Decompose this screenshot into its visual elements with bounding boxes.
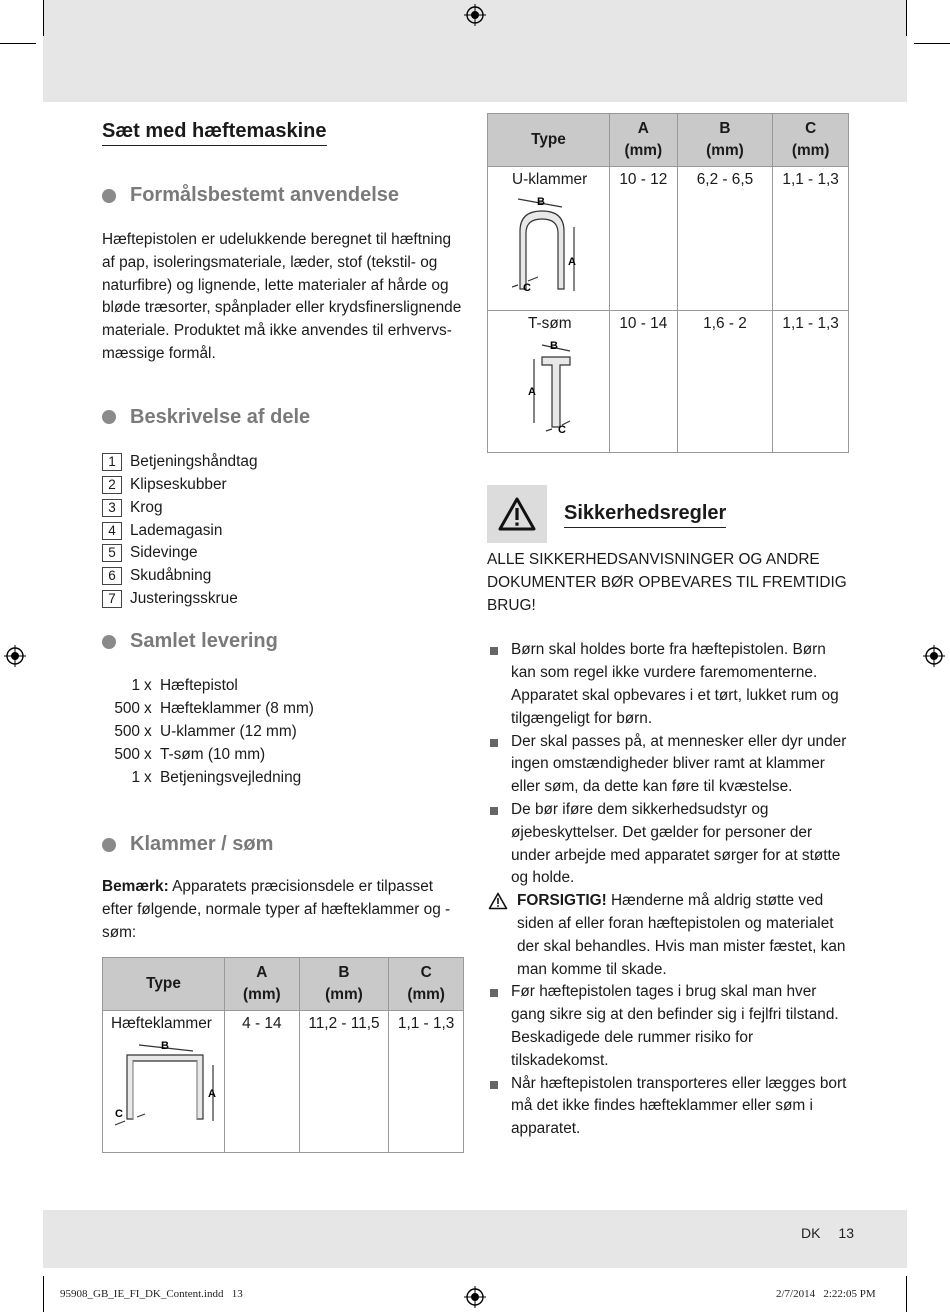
section-title: Formålsbestemt anvendelse — [130, 184, 399, 206]
type-cell — [488, 311, 610, 453]
dimension-label-b: B — [550, 340, 558, 352]
value-c: 1,1 - 1,3 — [773, 167, 849, 311]
part-number: 4 — [102, 522, 122, 540]
staples-note — [102, 876, 464, 944]
quantity: 1 — [131, 768, 140, 786]
dimension-label-a: A — [568, 256, 576, 268]
crop-mark — [43, 1276, 44, 1312]
note-text: Apparatets præcisionsdele er tilpasset efter følgende, normale typer af hæfteklammer og -søm: — [102, 878, 451, 941]
part-label: Betjeningshåndtag — [130, 453, 258, 471]
part-label: Sidevinge — [130, 544, 198, 562]
staple-spec-table — [102, 957, 464, 1153]
list-item — [487, 981, 849, 1072]
crop-mark — [906, 1276, 907, 1312]
times-sign: x — [144, 745, 152, 763]
left-column — [102, 118, 464, 1153]
dimension-label-c: C — [115, 1107, 123, 1120]
table-row — [103, 1010, 464, 1152]
warning-triangle-icon — [487, 892, 509, 910]
registration-mark-icon — [464, 1286, 486, 1308]
section-heading-parts — [102, 406, 464, 429]
table-row — [488, 311, 849, 453]
registration-mark-icon — [4, 645, 26, 667]
times-sign: x — [144, 700, 152, 718]
part-label: Skudåbning — [130, 567, 212, 585]
list-item — [102, 542, 464, 565]
dimension-label-a: A — [528, 386, 536, 398]
bullet-dot-icon — [102, 189, 116, 203]
square-bullet-icon — [490, 1081, 498, 1089]
col-header-type: Type — [103, 957, 225, 1010]
col-header-a: A (mm) — [609, 114, 677, 167]
table-header-row — [488, 114, 849, 167]
safety-title: Sikkerhedsregler — [564, 502, 726, 528]
safety-text: De bør iføre dem sikkerhedsudstyr og øjebeskyttelser. Det gælder for personer der under arbejde med apparatet sørger for at støtte og holde. — [511, 800, 841, 887]
square-bullet-icon — [490, 647, 498, 655]
part-number: 7 — [102, 590, 122, 608]
quantity: 1 — [131, 677, 140, 695]
safety-caps-notice: ALLE SIKKERHEDSANVISNINGER OG ANDRE DOKUMENTER BØR OPBEVARES TIL FREMTIDIG BRUG! — [487, 551, 847, 614]
list-item — [102, 744, 464, 767]
item-label: T-søm (10 mm) — [160, 745, 266, 763]
times-sign: x — [144, 677, 152, 695]
dimension-label-a: A — [208, 1087, 216, 1100]
value-a: 4 - 14 — [224, 1010, 299, 1152]
warning-label: FORSIGTIG! — [517, 892, 607, 910]
table-header-row — [103, 957, 464, 1010]
part-number: 1 — [102, 453, 122, 471]
delivery-list — [102, 675, 464, 789]
bullet-dot-icon — [102, 635, 116, 649]
safety-list — [487, 639, 849, 1141]
part-number: 5 — [102, 544, 122, 562]
value-b: 11,2 - 11,5 — [299, 1010, 389, 1152]
value-c: 1,1 - 1,3 — [389, 1010, 464, 1152]
part-number: 2 — [102, 476, 122, 494]
crop-mark — [43, 0, 44, 36]
list-item — [487, 890, 849, 981]
date-slug: 2/7/2014 2:22:05 PM — [776, 1288, 876, 1300]
safety-text: Børn skal holdes borte fra hæftepistolen. Børn kan som regel ikke vurdere faremomenterne. Apparatet skal opbevares i et tørt, lukket rum og tilgængeligt for børn. — [511, 641, 839, 727]
type-cell — [488, 167, 610, 311]
times-sign: x — [144, 768, 152, 786]
page-title: Sæt med hæftemaskine — [102, 120, 327, 146]
list-item — [487, 731, 849, 799]
section-heading-staples — [102, 833, 464, 856]
part-number: 3 — [102, 499, 122, 517]
list-item — [487, 639, 849, 730]
dimension-label-c: C — [523, 282, 531, 294]
value-a: 10 - 14 — [609, 311, 677, 453]
list-item — [102, 451, 464, 474]
item-label: Betjeningsvejledning — [160, 768, 302, 786]
nail-spec-table — [487, 113, 849, 453]
item-label: Hæfteklammer (8 mm) — [160, 700, 314, 718]
col-header-b: B (mm) — [677, 114, 773, 167]
value-c: 1,1 - 1,3 — [773, 311, 849, 453]
list-item — [102, 496, 464, 519]
dimension-label-c: C — [558, 424, 566, 435]
col-header-a: A (mm) — [224, 957, 299, 1010]
section-title: Beskrivelse af dele — [130, 405, 311, 428]
safety-text: Hænderne må aldrig støtte ved siden af eller foran hæftepistolen og materialet der skal behandles. Hvis man mister fæstet, kan man komme til skade. — [517, 892, 846, 978]
registration-mark-icon — [464, 4, 486, 26]
square-bullet-icon — [490, 739, 498, 747]
crop-mark — [0, 43, 36, 44]
col-header-c: C (mm) — [389, 957, 464, 1010]
col-header-b: B (mm) — [299, 957, 389, 1010]
quantity: 500 — [114, 722, 140, 740]
type-label: T-søm — [528, 315, 572, 332]
type-label: Hæfteklammer — [111, 1014, 212, 1032]
type-cell — [103, 1010, 225, 1152]
note-label: Bemærk: — [102, 878, 169, 896]
list-item — [487, 1073, 849, 1141]
part-number: 6 — [102, 567, 122, 585]
intended-use-text: Hæftepistolen er udelukkende beregnet til hæftning af pap, isoleringsmateriale, læder, stof (tekstil- og naturfibre) og lignende, lette materialer af hårde og bløde træsorter, spånplader eller krydsfinerslignende materiale. Produktet må ikke anvendes til erhvervs-mæssige formål. — [102, 231, 462, 362]
value-b: 6,2 - 6,5 — [677, 167, 773, 311]
quantity: 500 — [114, 700, 140, 718]
parts-list — [102, 451, 464, 611]
bullet-dot-icon — [102, 838, 116, 852]
t-nail-icon — [528, 335, 598, 435]
page-footer — [801, 1225, 854, 1241]
square-bullet-icon — [490, 807, 498, 815]
list-item — [102, 721, 464, 744]
safety-text: Når hæftepistolen transporteres eller lægges bort må det ikke findes hæfteklammer eller søm i apparatet. — [511, 1074, 847, 1138]
bullet-dot-icon — [102, 410, 116, 424]
file-slug: 95908_GB_IE_FI_DK_Content.indd 13 — [60, 1288, 243, 1300]
warning-triangle-icon — [497, 496, 537, 532]
item-label: Hæftepistol — [160, 677, 238, 695]
section-title: Samlet levering — [130, 630, 278, 653]
dimension-label-b: B — [161, 1039, 169, 1052]
list-item — [102, 698, 464, 721]
warning-box — [487, 485, 547, 543]
list-item — [102, 588, 464, 611]
crop-mark — [914, 43, 950, 44]
safety-text: Før hæftepistolen tages i brug skal man hver gang sikre sig at den befinder sig i fejlfri tilstand. Beskadigede dele rummer risiko for tilskadekomst. — [511, 983, 839, 1069]
col-header-c: C (mm) — [773, 114, 849, 167]
type-label: U-klammer — [512, 171, 588, 188]
part-label: Lademagasin — [130, 521, 223, 539]
list-item — [487, 799, 849, 890]
safety-heading-row — [487, 485, 849, 543]
crop-mark — [906, 0, 907, 36]
times-sign: x — [144, 722, 152, 740]
list-item — [102, 565, 464, 588]
square-bullet-icon — [490, 989, 498, 997]
safety-text: Der skal passes på, at mennesker eller dyr under ingen omstændigheder bliver ramt at klammer eller søm, da dette kan føre til kvæstelse. — [511, 732, 847, 796]
list-item — [102, 474, 464, 497]
list-item — [102, 767, 464, 790]
footer-band — [43, 1210, 907, 1268]
right-column — [487, 113, 849, 1141]
part-label: Klipseskubber — [130, 475, 227, 493]
table-row — [488, 167, 849, 311]
part-label: Krog — [130, 498, 163, 516]
section-heading-delivery — [102, 630, 464, 653]
section-heading-intended-use — [102, 184, 464, 207]
dimension-label-b: B — [537, 196, 545, 208]
col-header-type: Type — [488, 114, 610, 167]
quantity: 500 — [114, 745, 140, 763]
flat-staple-icon — [111, 1037, 221, 1133]
page-number: 13 — [838, 1225, 854, 1241]
registration-mark-icon — [923, 645, 945, 667]
item-label: U-klammer (12 mm) — [160, 722, 297, 740]
value-b: 1,6 - 2 — [677, 311, 773, 453]
section-title: Klammer / søm — [130, 833, 274, 856]
value-a: 10 - 12 — [609, 167, 677, 311]
list-item — [102, 675, 464, 698]
list-item — [102, 519, 464, 542]
part-label: Justeringsskrue — [130, 589, 238, 607]
language-code: DK — [800, 1225, 821, 1241]
u-staple-icon — [512, 191, 584, 295]
